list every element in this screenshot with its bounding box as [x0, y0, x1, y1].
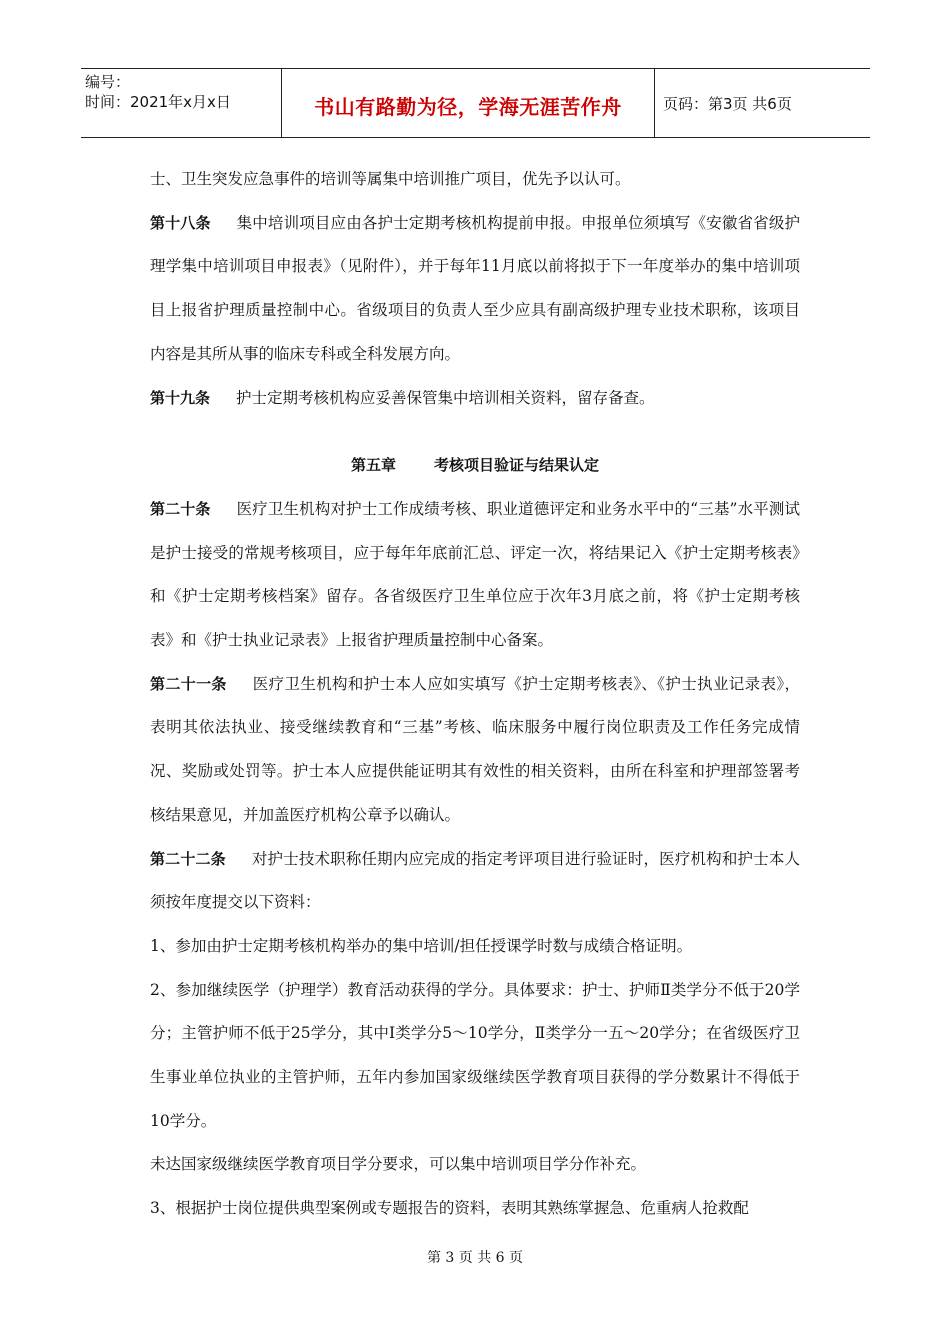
article-label: 第十八条 — [150, 213, 211, 232]
header-page-info: 页码：第3页 共6页 — [663, 95, 792, 113]
chapter-heading — [150, 444, 800, 488]
article-text: 集中培训项目应由各护士定期考核机构提前申报。申报单位须填写《安徽省省级护理学集中培训项目申报表》（见附件），并于每年11月底以前将拟于下一年度举办的集中培训项目上报省护理质量控制中心。省级项目的负责人至少应具有副高级护理专业技术职称，该项目内容是其所从事的临床专科或全科发展方向。 — [150, 213, 800, 363]
document-number-label: 编号： — [85, 73, 131, 91]
chapter-number: 第五章 — [350, 456, 396, 475]
article-label: 第二十一条 — [150, 674, 227, 693]
article-label: 第二十条 — [150, 499, 211, 518]
article-text: 对护士技术职称任期内应完成的指定考评项目进行验证时，医疗机构和护士本人须按年度提交以下资料： — [150, 849, 800, 912]
header-slogan: 书山有路勤为径，学海无涯苦作舟 — [314, 95, 622, 119]
article-21 — [150, 663, 800, 838]
article-label: 第二十二条 — [150, 849, 226, 868]
document-body — [150, 158, 800, 1231]
article-text: 医疗卫生机构对护士工作成绩考核、职业道德评定和业务水平中的“三基”水平测试是护士接受的常规考核项目，应于每年年底前汇总、评定一次，将结果记入《护士定期考核表》和《护士定期考核档案》留存。各省级医疗卫生单位应于次年3月底之前，将《护士定期考核表》和《护士执业记录表》上报省护理质量控制中心备案。 — [150, 499, 800, 650]
document-header — [81, 68, 870, 138]
header-slogan-cell — [281, 69, 655, 137]
chapter-title: 考核项目验证与结果认定 — [434, 456, 600, 475]
list-item-2-note: 未达国家级继续医学教育项目学分要求，可以集中培训项目学分作补充。 — [150, 1155, 647, 1174]
document-date: 时间：2021年x月x日 — [85, 93, 231, 111]
list-item-1: 1、参加由护士定期考核机构举办的集中培训/担任授课学时数与成绩合格证明。 — [150, 936, 693, 955]
article-text: 护士定期考核机构应妥善保管集中培训相关资料，留存备查。 — [236, 388, 655, 407]
paragraph-continuation: 士、卫生突发应急事件的培训等属集中培训推广项目，优先予以认可。 — [150, 170, 631, 188]
article-18 — [150, 202, 800, 377]
article-20 — [150, 488, 800, 663]
article-22 — [150, 838, 800, 925]
article-19 — [150, 377, 800, 421]
header-meta-cell — [81, 69, 281, 137]
page-footer: 第 3 页 共 6 页 — [426, 1250, 524, 1266]
article-label: 第十九条 — [150, 388, 211, 407]
list-item-3: 3、根据护士岗位提供典型案例或专题报告的资料，表明其熟练掌握急、危重病人抢救配 — [150, 1199, 749, 1218]
header-page-cell — [655, 69, 870, 137]
list-item-2: 2、参加继续医学（护理学）教育活动获得的学分。具体要求：护士、护师Ⅱ类学分不低于20学分；主管护师不低于25学分，其中Ⅰ类学分5～10学分，Ⅱ类学分一五～20学分；在省级医疗卫生事业单位执业的主管护师，五年内参加国家级继续医学教育项目获得的学分数累计不得低于10学分。 — [150, 980, 800, 1130]
article-text: 医疗卫生机构和护士本人应如实填写《护士定期考核表》、《护士执业记录表》，表明其依法执业、接受继续教育和“三基”考核、临床服务中履行岗位职责及工作任务完成情况、奖励或处罚等。护士本人应提供能证明其有效性的相关资料，由所在科室和护理部签署考核结果意见，并加盖医疗机构公章予以确认。 — [150, 674, 800, 824]
